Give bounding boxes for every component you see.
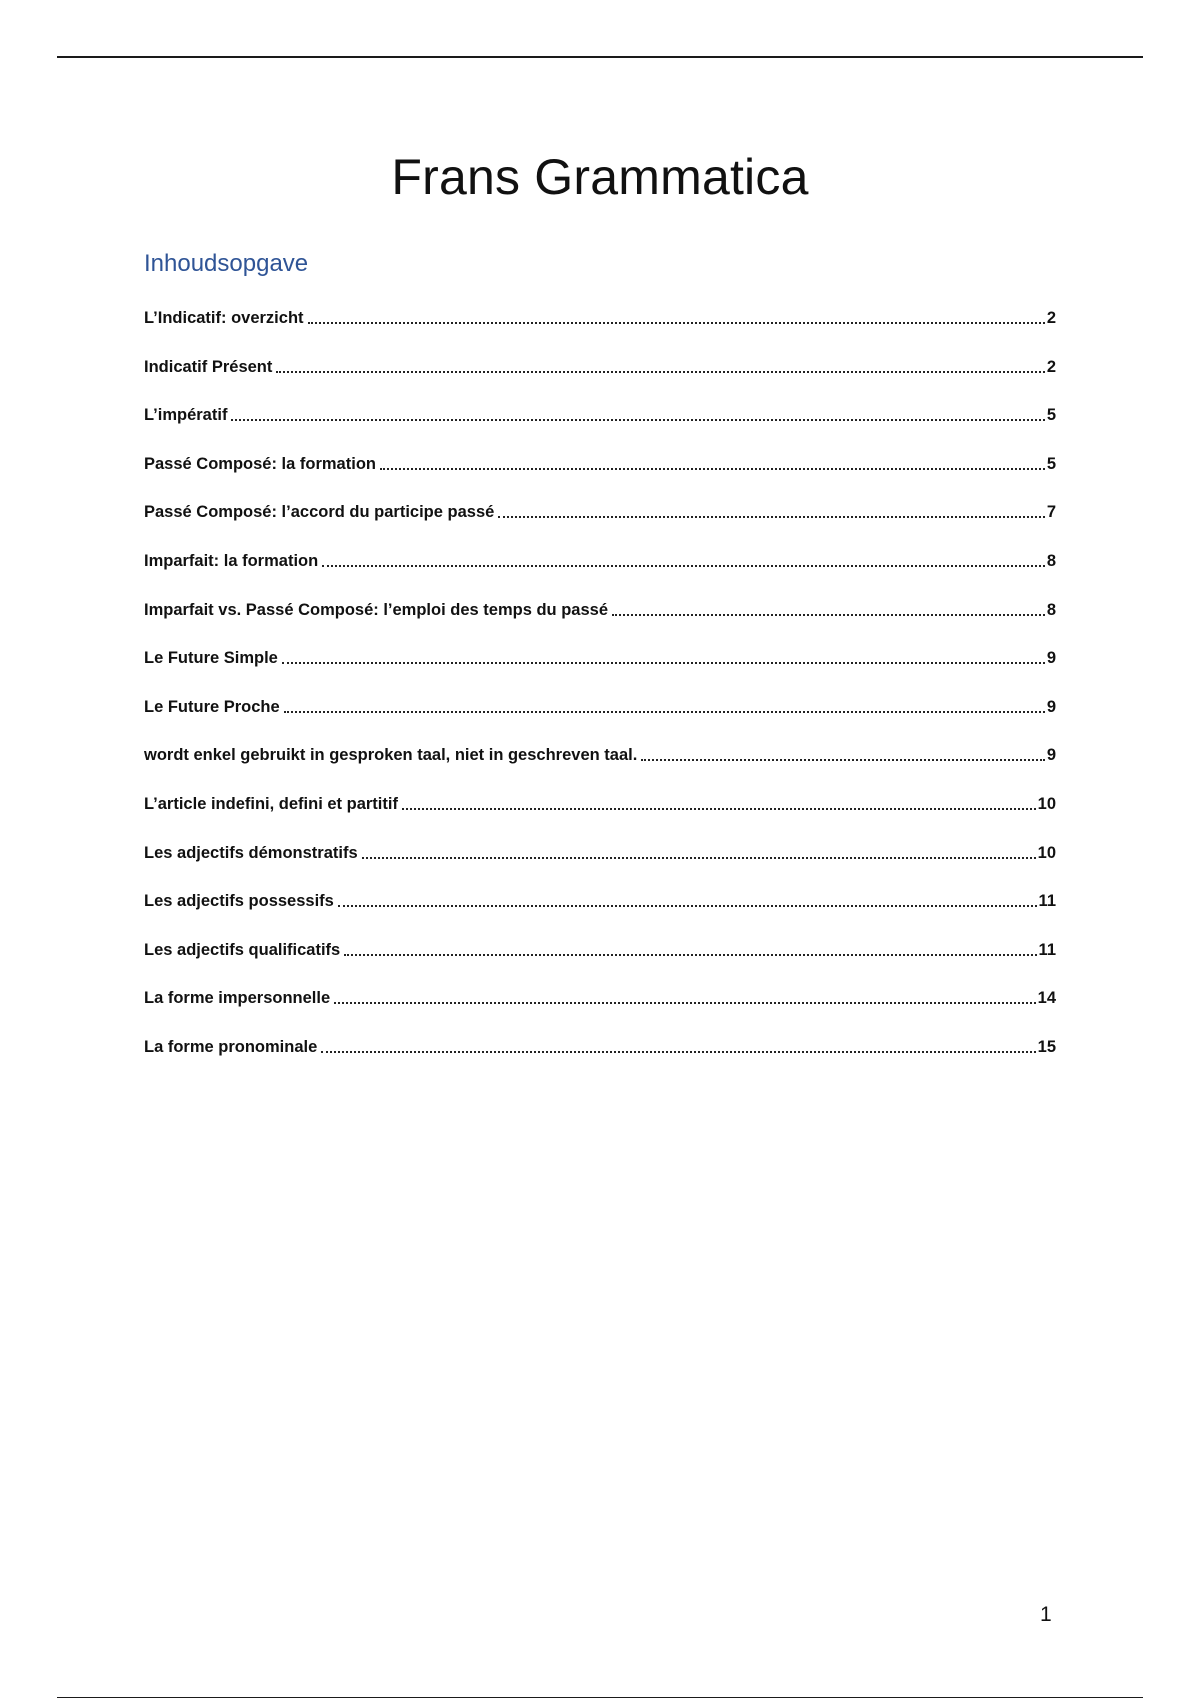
- toc-entry-page[interactable]: 5: [1046, 406, 1056, 425]
- toc-dot-leader: [334, 986, 1036, 1010]
- toc-entry-label[interactable]: Indicatif Présent: [144, 357, 273, 376]
- toc-dot-leader: [338, 889, 1037, 913]
- toc-entry[interactable]: [144, 986, 1056, 1035]
- toc-heading: Inhoudsopgave: [144, 250, 309, 277]
- toc-dot-leader: [282, 646, 1045, 670]
- toc-entry-page[interactable]: 8: [1046, 600, 1056, 619]
- toc-entry-label[interactable]: La forme pronominale: [144, 1037, 318, 1056]
- toc-entry-label[interactable]: Imparfait vs. Passé Composé: l’emploi des temps du passé: [144, 600, 608, 619]
- toc-entry[interactable]: [144, 841, 1056, 890]
- toc-entry-page[interactable]: 15: [1037, 1037, 1056, 1056]
- toc-entry[interactable]: [144, 1035, 1056, 1084]
- toc-dot-leader: [402, 792, 1036, 816]
- toc-entry-label[interactable]: wordt enkel gebruikt in gesproken taal, niet in geschreven taal.: [144, 746, 638, 765]
- toc-dot-leader: [380, 452, 1045, 476]
- toc-entry-page[interactable]: 10: [1037, 843, 1056, 862]
- toc-entry-page[interactable]: 9: [1046, 746, 1056, 765]
- document-title: Frans Grammatica: [391, 149, 809, 205]
- toc-entry[interactable]: [144, 646, 1056, 695]
- toc-entry-label[interactable]: Les adjectifs qualificatifs: [144, 940, 341, 959]
- toc-entry-label[interactable]: Passé Composé: la formation: [144, 454, 376, 473]
- toc-entry-label[interactable]: L’article indefini, defini et partitif: [144, 794, 398, 813]
- toc-dot-leader: [612, 598, 1045, 622]
- toc-entry-page[interactable]: 5: [1046, 454, 1056, 473]
- toc-dot-leader: [498, 500, 1045, 524]
- toc-entry-page[interactable]: 14: [1037, 989, 1056, 1008]
- toc-entry[interactable]: [144, 452, 1056, 501]
- toc-entry-page[interactable]: 2: [1046, 309, 1056, 327]
- toc-dot-leader: [322, 549, 1045, 573]
- toc-entry[interactable]: [144, 889, 1056, 938]
- toc-entry[interactable]: [144, 355, 1056, 404]
- toc-entry-label[interactable]: Les adjectifs démonstratifs: [144, 843, 358, 862]
- toc-entry-page[interactable]: 11: [1038, 892, 1056, 911]
- toc-entry-label[interactable]: L’Indicatif: overzicht: [144, 309, 304, 327]
- toc-entry-label[interactable]: Imparfait: la formation: [144, 551, 319, 570]
- toc-entry-label[interactable]: Passé Composé: l’accord du participe passé: [144, 503, 495, 522]
- toc-entry[interactable]: [144, 500, 1056, 549]
- toc-entry-page[interactable]: 7: [1046, 503, 1056, 522]
- toc-entry-label[interactable]: La forme impersonnelle: [144, 989, 331, 1008]
- toc-entry[interactable]: [144, 598, 1056, 647]
- toc-entry-page[interactable]: 2: [1046, 357, 1056, 376]
- toc-entry-page[interactable]: 9: [1046, 697, 1056, 716]
- header-rule: [57, 56, 1143, 58]
- footer-rule: [57, 1697, 1143, 1698]
- toc-entry-label[interactable]: Le Future Simple: [144, 649, 278, 668]
- toc-dot-leader: [231, 403, 1044, 427]
- toc-entry[interactable]: [144, 403, 1056, 452]
- toc-entry[interactable]: [144, 792, 1056, 841]
- toc-dot-leader: [308, 306, 1045, 330]
- toc-entry[interactable]: [144, 743, 1056, 792]
- toc-entry-page[interactable]: 10: [1037, 794, 1056, 813]
- toc-entry[interactable]: [144, 549, 1056, 598]
- toc-entry[interactable]: [144, 695, 1056, 744]
- toc-dot-leader: [321, 1035, 1035, 1059]
- toc-entry[interactable]: [144, 306, 1056, 355]
- toc-dot-leader: [641, 743, 1045, 767]
- toc-entry-page[interactable]: 9: [1046, 649, 1056, 668]
- toc-dot-leader: [362, 841, 1036, 865]
- toc-entry-page[interactable]: 11: [1038, 940, 1056, 959]
- toc-dot-leader: [284, 695, 1045, 719]
- toc-entry-page[interactable]: 8: [1046, 551, 1056, 570]
- toc-dot-leader: [344, 938, 1036, 962]
- page-number: 1: [1040, 1603, 1052, 1626]
- table-of-contents: [144, 306, 1056, 1084]
- toc-entry-label[interactable]: L’impératif: [144, 406, 228, 425]
- toc-entry-label[interactable]: Le Future Proche: [144, 697, 280, 716]
- toc-dot-leader: [276, 355, 1044, 379]
- toc-entry[interactable]: [144, 938, 1056, 987]
- toc-entry-label[interactable]: Les adjectifs possessifs: [144, 892, 334, 911]
